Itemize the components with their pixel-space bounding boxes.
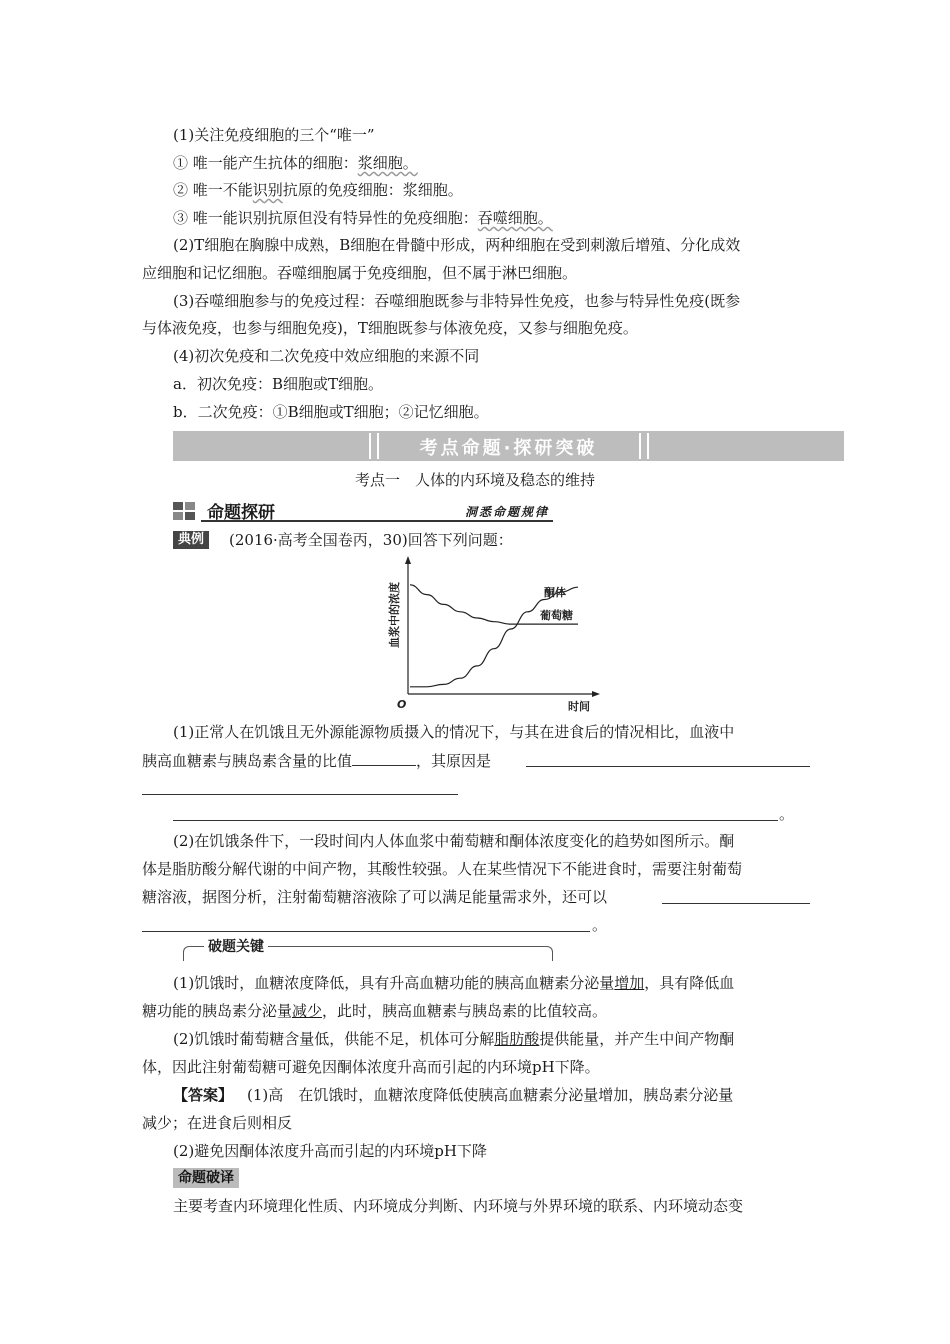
- note-1b-prefix: ② 唯一不能: [173, 181, 253, 199]
- topic-title: 考点一 人体的内环境及稳态的维持: [354, 471, 595, 489]
- question-2-line-1: (2)在饥饿条件下，一段时间内人体血浆中葡萄糖和酮体浓度变化的趋势如图所示。酮: [173, 832, 735, 850]
- question-2-line-3: 糖溶液，据图分析，注射葡萄糖溶液除了可以满足能量需求外，还可以: [142, 888, 608, 906]
- question-1-line-1: (1)正常人在饥饿且无外源能源物质摄入的情况下，与其在进食后的情况相比，血液中: [173, 723, 735, 741]
- ketone-curve: [410, 587, 578, 687]
- section-rule: [201, 520, 553, 522]
- key-1-line-1: [173, 973, 734, 993]
- answer-line-1: [173, 1085, 733, 1105]
- concentration-chart: [378, 556, 608, 716]
- key-box: [183, 939, 553, 961]
- key-1-text-c: 糖功能的胰岛素分泌量: [142, 1002, 293, 1020]
- x-axis-arrow: [592, 691, 600, 697]
- question-1-end: 。: [779, 805, 795, 823]
- note-1b: [173, 180, 463, 200]
- answer-line-2: 减少；在进食后则相反: [142, 1114, 293, 1132]
- key-1-text-d: ，此时，胰高血糖素与胰岛素的比值较高。: [322, 1002, 608, 1020]
- note-1c-prefix: ③ 唯一能识别抗原但没有特异性的免疫细胞：: [173, 209, 478, 227]
- banner-title: 考点命题·探研突破: [419, 438, 598, 459]
- note-4b: b．二次免疫：①B细胞或T细胞；②记忆细胞。: [173, 403, 489, 421]
- answer-blank-q2-2[interactable]: [142, 931, 590, 932]
- note-1b-wavy: 识别: [252, 181, 283, 199]
- note-2-line-2: 应细胞和记忆细胞。吞噬细胞属于免疫细胞，但不属于淋巴细胞。: [142, 264, 578, 282]
- question-2-line-2: 体是脂肪酸分解代谢的中间产物，其酸性较强。人在某些情况下不能进食时，需要注射葡萄: [142, 860, 743, 878]
- answer-blank-reason-2[interactable]: [142, 794, 458, 795]
- key-1-underline-b: 减少: [292, 1002, 323, 1020]
- note-1b-rest: 抗原的免疫细胞：浆细胞。: [282, 181, 463, 199]
- note-1a: [173, 153, 418, 173]
- answer-blank-ratio[interactable]: [352, 750, 416, 766]
- answer-label: 【答案】: [173, 1086, 234, 1104]
- key-1-underline-a: 增加: [614, 974, 645, 992]
- decode-text: 主要考查内环境理化性质、内环境成分判断、内环境与外界环境的联系、内环境动态变: [173, 1197, 744, 1215]
- section-title: 命题探研: [207, 503, 275, 523]
- key-1-text-a: (1)饥饿时，血糖浓度降低，具有升高血糖功能的胰高血糖素分泌量: [173, 974, 615, 992]
- answer-blank-reason-1[interactable]: [526, 766, 810, 767]
- note-1c-value: 吞噬细胞。: [477, 209, 553, 227]
- key-2-line-2: 体，因此注射葡萄糖可避免因酮体浓度升高而引起的内环境pH下降。: [142, 1058, 600, 1076]
- decode-tag: 命题破译: [173, 1168, 239, 1188]
- key-label: 破题关键: [204, 936, 268, 956]
- answer-2: (2)避免因酮体浓度升高而引起的内环境pH下降: [173, 1142, 487, 1160]
- y-axis-label: 血浆中的浓度: [388, 582, 401, 648]
- note-4a: a．初次免疫：B细胞或T细胞。: [173, 375, 383, 393]
- section-banner: [173, 431, 844, 461]
- example-source: (2016·高考全国卷丙，30)回答下列问题：: [229, 531, 513, 549]
- x-axis-label: 时间: [568, 700, 590, 713]
- series-label-glucose: 葡萄糖: [540, 609, 573, 622]
- key-1-text-b: ，具有降低血: [644, 974, 735, 992]
- key-1-line-2: [142, 1001, 607, 1021]
- note-3-line-2: 与体液免疫，也参与细胞免疫)，T细胞既参与体液免疫，又参与细胞免疫。: [142, 319, 638, 337]
- question-1-text-a: 胰高血糖素与胰岛素含量的比值: [142, 752, 353, 770]
- example-tag: 典例: [173, 531, 209, 549]
- key-2-underline: 脂肪酸: [494, 1030, 540, 1048]
- note-1c: [173, 208, 553, 228]
- key-2-line-1: [173, 1029, 734, 1049]
- answer-1-text: (1)高 在饥饿时，血糖浓度降低使胰高血糖素分泌量增加，胰岛素分泌量: [247, 1086, 734, 1104]
- note-2-line-1: (2)T细胞在胸腺中成熟，B细胞在骨髓中形成，两种细胞在受到刺激后增殖、分化成效: [173, 236, 741, 254]
- key-2-text-b: 提供能量，并产生中间产物酮: [539, 1030, 735, 1048]
- note-1-heading: (1)关注免疫细胞的三个“唯一”: [173, 126, 375, 144]
- key-2-text-a: (2)饥饿时葡萄糖含量低，供能不足，机体可分解: [173, 1030, 495, 1048]
- question-2-end: 。: [592, 916, 608, 934]
- note-1a-value: 浆细胞。: [357, 154, 418, 172]
- note-1a-prefix: ① 唯一能产生抗体的细胞：: [173, 154, 358, 172]
- question-1-text-b: ，其原因是: [416, 752, 492, 770]
- origin-label: O: [397, 698, 407, 711]
- question-1-line-2: [142, 750, 491, 771]
- note-3-line-1: (3)吞噬细胞参与的免疫过程：吞噬细胞既参与非特异性免疫，也参与特异性免疫(既参: [173, 292, 741, 310]
- y-axis-arrow: [405, 556, 411, 564]
- series-label-ketone: 酮体: [544, 586, 566, 599]
- note-4-heading: (4)初次免疫和二次免疫中效应细胞的来源不同: [173, 347, 480, 365]
- section-subtitle: 洞悉命题规律: [464, 505, 549, 519]
- section-squares-icon: [173, 502, 195, 520]
- answer-blank-q2-1[interactable]: [662, 903, 810, 904]
- answer-blank-reason-3[interactable]: [173, 820, 778, 821]
- section-header: [173, 498, 553, 522]
